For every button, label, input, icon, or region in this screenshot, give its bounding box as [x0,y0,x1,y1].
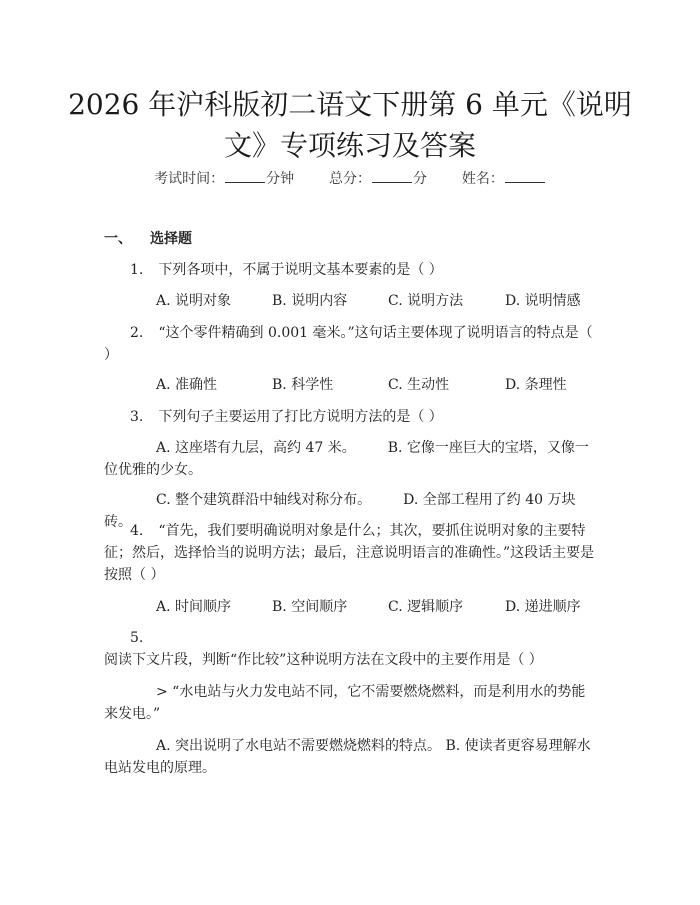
time-blank [225,168,265,183]
name-blank [505,168,545,183]
question-5 [104,627,596,671]
question-4 [104,520,596,586]
option-c: C. 逻辑顺序 [388,599,464,615]
question-5-quote: > “水电站与火力发电站不同，它不需要燃烧燃料，而是利用水的势能来发电。” [104,684,586,722]
question-3-options-ab [104,437,596,481]
question-number: 3. [130,409,144,425]
option-c: C. 整个建筑群沿中轴线对称分布。 [156,492,372,508]
question-5-options [104,735,596,779]
question-text: “首先，我们要明确说明对象是什么；其次，要抓住说明对象的主要特征；然后，选择恰当的说明方法；最后，注意说明语言的准确性。”这段话主要是按照（ ） [104,523,595,583]
time-unit: 分钟 [266,171,295,187]
score-blank [372,168,412,183]
option-a: A. 突出说明了水电站不需要燃烧燃料的特点。 [156,738,442,754]
option-b: B. 科学性 [272,377,334,393]
question-text: “这个零件精确到 0.001 毫米。”这句话主要体现了说明语言的特点是（ ） [104,325,593,363]
question-number: 1. [130,262,144,278]
section-title: 选择题 [150,231,192,247]
question-2-options [156,374,606,396]
option-d: D. 说明情感 [505,293,581,309]
section-heading [104,229,192,249]
option-a: A. 准确性 [156,377,218,393]
option-c: C. 生动性 [388,377,450,393]
option-a: A. 说明对象 [156,293,232,309]
question-text: 下列各项中，不属于说明文基本要素的是（ ） [158,262,443,278]
question-4-options [156,596,606,618]
time-label: 考试时间： [154,171,225,187]
option-a: A. 时间顺序 [156,599,232,615]
option-b: B. 使读者更容易理解水电站发电的原理。 [104,738,591,776]
question-1-options [156,290,606,312]
question-1 [104,259,596,281]
option-d: D. 递进顺序 [505,599,581,615]
option-d: D. 全部工程用了约 40 万块砖。 [104,492,576,530]
page-title: 2026 年沪科版初二语文下册第 6 单元《说明文》专项练习及答案 [68,88,632,162]
name-label: 姓名： [461,171,504,187]
option-c: C. 说明方法 [388,293,464,309]
question-text: 下列句子主要运用了打比方说明方法的是（ ） [158,409,443,425]
score-label: 总分： [329,171,371,187]
question-text: 阅读下文片段，判断“作比较”这种说明方法在文段中的主要作用是（ ） [104,652,543,668]
question-2 [104,322,596,366]
option-b: B. 说明内容 [272,293,348,309]
option-a: A. 这座塔有九层，高约 47 米。 [156,440,356,456]
option-b: B. 空间顺序 [272,599,348,615]
question-number: 2. [130,325,144,341]
score-unit: 分 [413,171,427,187]
section-number: 一、 [104,231,132,247]
question-number: 5. [130,630,144,646]
option-d: D. 条理性 [505,377,567,393]
question-3 [104,406,596,428]
exam-meta [0,168,700,189]
question-number: 4. [130,523,144,539]
option-b: B. 它像一座巨大的宝塔，又像一位优雅的少女。 [104,440,589,478]
